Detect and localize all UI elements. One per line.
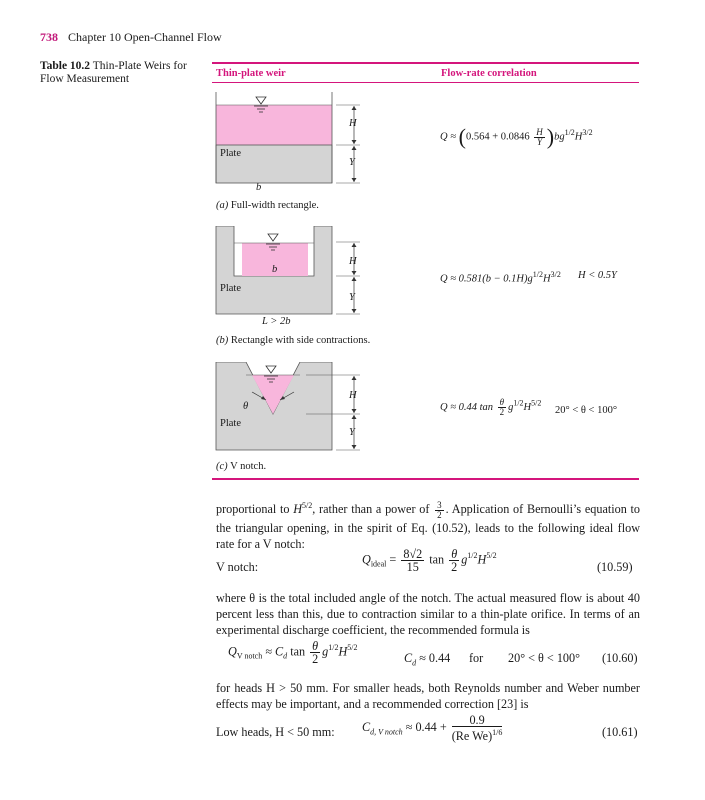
eq-10-61-label: Low heads, H < 50 mm: <box>216 725 335 739</box>
plate-label-b: Plate <box>220 283 241 294</box>
eq-number-10-60: (10.60) <box>602 651 638 665</box>
correlation-a: Q ≈ (0.564 + 0.0846 $\frac{H}{Y}$ )$bg^{1/2}H^{3/2}$ <box>440 124 593 149</box>
h-label-a: H <box>349 118 357 129</box>
correlation-c: Q ≈ 0.44 tan $\frac{\theta}{2}$ $g^{1/2}H^{5/2}$ <box>440 397 542 417</box>
y-label-c: Y <box>349 427 355 438</box>
l-label-b: L > 2b <box>262 316 291 327</box>
page-number: 738 <box>40 30 58 44</box>
eq-10-60-range: 20° < θ < 100° <box>508 651 580 665</box>
eq-number-10-61: (10.61) <box>602 725 638 739</box>
caption-a: (a) Full-width rectangle. <box>216 200 319 211</box>
condition-c: 20° < θ < 100° <box>555 405 618 416</box>
caption-c: (c) V notch. <box>216 461 267 472</box>
y-label-b: Y <box>349 292 355 303</box>
y-label-a: Y <box>349 157 355 168</box>
table-top-rule <box>212 62 639 64</box>
eq-10-61: $C_{d, V notch} \approx 0.44$ + $\frac{0.9}{(Re We)^{1/6}}$ <box>362 713 503 744</box>
column-header-weir: Thin-plate weir <box>216 68 286 79</box>
condition-b: H < 0.5Y <box>578 270 617 281</box>
caption-b: (b) Rectangle with side contractions. <box>216 335 371 346</box>
h-label-c: H <box>349 390 357 401</box>
chapter-title: Chapter 10 Open-Channel Flow <box>68 30 222 44</box>
eq-10-59-label: V notch: <box>216 560 259 574</box>
table-header-rule <box>212 82 639 83</box>
h-label-b: H <box>349 256 357 267</box>
plate-label-c: Plate <box>220 418 241 429</box>
weir-diagram-side-contractions <box>214 226 374 326</box>
paragraph-2: where θ is the total included angle of the notch. The actual measured flow is about 40 percent less than this, due to contraction similar to a thin-plate orifice. In terms of an experimental discharge coefficient, the recommended formula is <box>216 591 640 637</box>
theta-label-c: θ <box>243 401 249 412</box>
correlation-b: $Q \approx 0.581(b - 0.1H)g^{1/2}H^{3/2}$ <box>440 270 561 285</box>
weir-diagram-full-width <box>214 92 374 192</box>
table-bottom-rule <box>212 478 639 480</box>
paragraph-3: for heads H > 50 mm. For smaller heads, both Reynolds number and Weber number effects may be important, and a recommended correction [23] is <box>216 681 640 711</box>
eq-10-60-cd: $C_d \approx 0.44$ <box>404 651 451 668</box>
water-region <box>216 105 332 145</box>
table-title: Thin-Plate Weirs for Flow Measurement <box>40 60 187 85</box>
eq-10-59: $Q_{ideal}$ = $\frac{8√2}{15}$ tan $\frac{\theta}{2}$ $g^{1/2}H^{5/2}$ <box>362 547 497 574</box>
paragraph-1: proportional to $H^{5/2}$, rather than a power of $\frac{3}{2}$ . Application of Bernoulli’s equation to the triangular opening, in the spirit of Eq. (10.52), leads to the following ideal flow rate for a V notch: <box>216 499 641 551</box>
table-caption <box>40 60 200 86</box>
table-label: Table 10.2 <box>40 60 91 72</box>
weir-diagram-v-notch <box>214 362 374 462</box>
eq-number-10-59: (10.59) <box>597 560 633 574</box>
column-header-correlation: Flow-rate correlation <box>441 68 537 79</box>
eq-10-60-for: for <box>469 651 484 665</box>
eq-10-60: $Q_{V notch} \approx C_d$ tan $\frac{\theta}{2}$ $g^{1/2}H^{5/2}$ <box>228 639 358 666</box>
plate-label-a: Plate <box>220 148 241 159</box>
b-label-a: b <box>256 182 262 193</box>
b-label-b: b <box>272 264 278 275</box>
